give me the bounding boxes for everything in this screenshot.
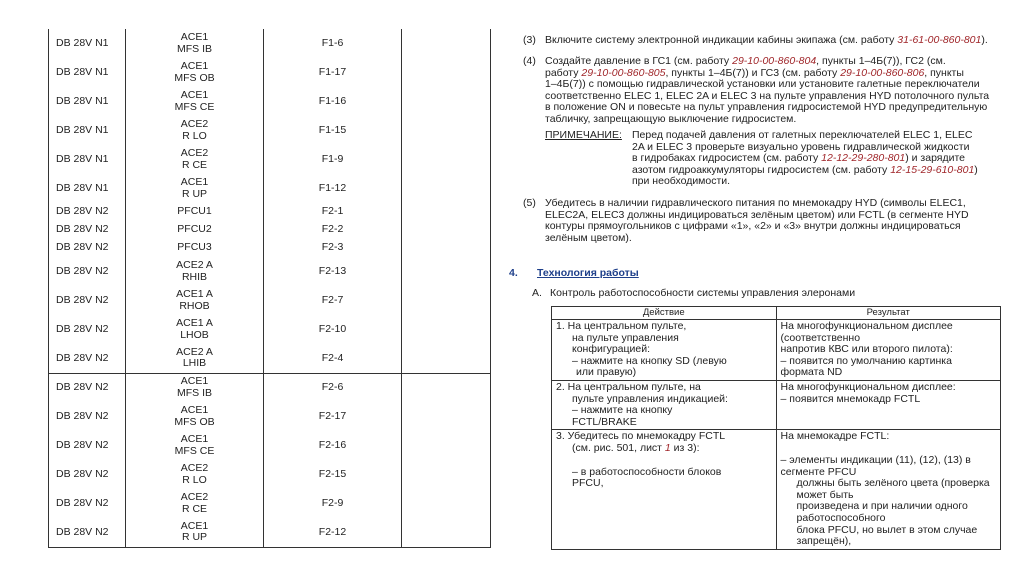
- empty-cell: [402, 489, 491, 518]
- unit-name: ACE2 A: [176, 259, 213, 271]
- breaker-cell: F2-10: [264, 315, 402, 344]
- unit-cell: [126, 373, 264, 402]
- column-header-action: Действие: [552, 307, 777, 320]
- unit-cell: [126, 402, 264, 431]
- empty-cell: [402, 257, 491, 286]
- unit-location: RHOB: [179, 299, 210, 312]
- unit-cell: [126, 221, 264, 239]
- unit-name: ACE1 A: [176, 288, 213, 300]
- reference-link[interactable]: 29-10-00-860-805: [581, 66, 666, 79]
- unit-name: ACE1: [180, 60, 209, 72]
- unit-location: LHOB: [180, 328, 209, 341]
- action-result-table: [551, 306, 1001, 550]
- reference-link[interactable]: 31-61-00-860-801: [897, 34, 982, 46]
- bus-cell: DB 28V N2: [49, 402, 126, 431]
- unit-cell: [126, 286, 264, 315]
- breaker-cell: F2-16: [264, 431, 402, 460]
- empty-cell: [402, 58, 491, 87]
- section-a-heading: A. Контроль работоспособности системы управления элеронами: [532, 287, 856, 299]
- breaker-cell: F2-4: [264, 344, 402, 373]
- breaker-cell: F1-16: [264, 87, 402, 116]
- breaker-cell: F2-6: [264, 373, 402, 402]
- unit-name: ACE1: [180, 375, 209, 388]
- table-row: [49, 174, 491, 203]
- unit-location: MFS CE: [174, 444, 215, 457]
- unit-name: ACE1: [180, 433, 209, 445]
- table-row: [49, 257, 491, 286]
- breaker-cell: F2-9: [264, 489, 402, 518]
- unit-location: MFS IB: [176, 42, 212, 55]
- table-row: [49, 145, 491, 174]
- bus-cell: DB 28V N1: [49, 29, 126, 58]
- unit-location: MFS CE: [174, 100, 215, 113]
- unit-cell: [126, 431, 264, 460]
- table-row: [49, 431, 491, 460]
- bus-cell: DB 28V N2: [49, 203, 126, 221]
- unit-location: MFS IB: [176, 386, 212, 399]
- empty-cell: [402, 145, 491, 174]
- empty-cell: [402, 315, 491, 344]
- bus-cell: DB 28V N1: [49, 58, 126, 87]
- unit-cell: [126, 257, 264, 286]
- unit-name: ACE2: [180, 147, 209, 159]
- bus-cell: DB 28V N2: [49, 315, 126, 344]
- empty-cell: [402, 518, 491, 547]
- unit-name: ACE2: [180, 118, 209, 130]
- bus-cell: DB 28V N2: [49, 257, 126, 286]
- empty-cell: [402, 460, 491, 489]
- empty-cell: [402, 29, 491, 58]
- empty-cell: [402, 373, 491, 402]
- unit-cell: [126, 518, 264, 547]
- unit-location: LHIB: [182, 357, 207, 370]
- breaker-cell: F1-17: [264, 58, 402, 87]
- breaker-cell: F2-17: [264, 402, 402, 431]
- breaker-cell: F2-3: [264, 239, 402, 257]
- bus-cell: DB 28V N1: [49, 145, 126, 174]
- unit-cell: [126, 174, 264, 203]
- empty-cell: [402, 174, 491, 203]
- unit-location: RHIB: [181, 270, 208, 283]
- breaker-cell: F1-9: [264, 145, 402, 174]
- unit-name: ACE1: [180, 89, 209, 101]
- unit-name: ACE2: [180, 491, 209, 503]
- empty-cell: [402, 402, 491, 431]
- breaker-cell: F2-15: [264, 460, 402, 489]
- unit-name: PFCU3: [177, 241, 212, 254]
- table-row: [49, 315, 491, 344]
- column-header-result: Результат: [776, 307, 1001, 320]
- reference-link[interactable]: 29-10-00-860-806: [840, 66, 925, 79]
- note-label: ПРИМЕЧАНИЕ:: [545, 129, 622, 141]
- unit-cell: [126, 489, 264, 518]
- bus-cell: DB 28V N2: [49, 489, 126, 518]
- bus-cell: DB 28V N2: [49, 431, 126, 460]
- table-row: 2. На центральном пульте, на пульте управления индикацией: – нажмите на кнопку FCTL/BRAKE На многофункциональном дисплее: – появится мнемокадр FCTL: [552, 380, 1001, 429]
- bus-cell: DB 28V N2: [49, 344, 126, 373]
- unit-cell: [126, 315, 264, 344]
- table-row: [49, 402, 491, 431]
- bus-cell: DB 28V N1: [49, 87, 126, 116]
- table-row: [49, 58, 491, 87]
- table-row: [49, 29, 491, 58]
- unit-cell: [126, 145, 264, 174]
- breaker-cell: F2-1: [264, 203, 402, 221]
- unit-name: PFCU2: [177, 223, 212, 236]
- table-row: [49, 239, 491, 257]
- bus-cell: DB 28V N2: [49, 239, 126, 257]
- unit-cell: [126, 58, 264, 87]
- table-row: [49, 344, 491, 373]
- empty-cell: [402, 87, 491, 116]
- reference-link[interactable]: 1: [664, 441, 671, 454]
- section-4-heading: 4. Технология работы: [509, 267, 639, 279]
- bus-cell: DB 28V N2: [49, 460, 126, 489]
- empty-cell: [402, 221, 491, 239]
- empty-cell: [402, 116, 491, 145]
- circuit-breaker-table: [48, 29, 491, 548]
- breaker-cell: F2-7: [264, 286, 402, 315]
- table-row: [49, 373, 491, 402]
- empty-cell: [402, 431, 491, 460]
- table-row: [49, 518, 491, 547]
- unit-name: ACE1 A: [176, 317, 213, 329]
- unit-name: ACE2: [180, 462, 209, 474]
- unit-cell: [126, 460, 264, 489]
- unit-location: R UP: [181, 531, 208, 544]
- empty-cell: [402, 344, 491, 373]
- bus-cell: DB 28V N1: [49, 174, 126, 203]
- unit-name: ACE2 A: [176, 345, 213, 358]
- unit-location: R LO: [182, 473, 207, 486]
- table-row: [49, 203, 491, 221]
- unit-cell: [126, 29, 264, 58]
- table-row: [49, 286, 491, 315]
- unit-name: PFCU1: [177, 205, 212, 218]
- unit-location: R CE: [181, 158, 208, 171]
- unit-location: R LO: [182, 129, 207, 142]
- unit-name: ACE1: [180, 31, 209, 43]
- note-block: ПРИМЕЧАНИЕ: Перед подачей давления от галетных переключателей ELEC 1, ELEC 2A и ELEC 3 проверьте визуально уровень гидравлической жидкости в гидробаках гидросистем (см. работу 12-12-29-280-801) и зарядите азотом гидроаккумуляторы гидросистем (см. работу 12-15-29-610-801) при необходимости.: [545, 129, 978, 188]
- unit-cell: [126, 116, 264, 145]
- unit-location: MFS OB: [174, 415, 215, 428]
- unit-name: ACE1: [180, 404, 209, 416]
- table-row: [49, 116, 491, 145]
- table-row: 1. На центральном пульте, на пульте управления конфигурацией: – нажмите на кнопку SD (левую или правую) На многофункциональном дисплее (соответственно напротив КВС или второго пилота): – появится по умолчанию картинка формата ND: [552, 320, 1001, 381]
- empty-cell: [402, 203, 491, 221]
- reference-link[interactable]: 12-12-29-280-801: [821, 152, 906, 165]
- unit-cell: [126, 87, 264, 116]
- breaker-cell: F1-12: [264, 174, 402, 203]
- empty-cell: [402, 286, 491, 315]
- table-row: [49, 489, 491, 518]
- breaker-cell: F1-15: [264, 116, 402, 145]
- table-row: 3. Убедитесь по мнемокадру FCTL (см. рис. 501, лист 1 из 3): – в работоспособности блоков PFCU, На мнемокадре FCTL: – элементы индикации (11), (12), (13) в сегменте PFCU должны быть зелёного цвета (проверка может быть произведена и при наличии одного работоспособного блока PFCU, но вылет в этом случае запрещён),: [552, 430, 1001, 549]
- reference-link[interactable]: 12-15-29-610-801: [890, 163, 975, 176]
- reference-link[interactable]: 29-10-00-860-804: [732, 55, 817, 67]
- breaker-cell: F2-13: [264, 257, 402, 286]
- unit-cell: [126, 344, 264, 373]
- breaker-cell: F1-6: [264, 29, 402, 58]
- bus-cell: DB 28V N2: [49, 221, 126, 239]
- unit-location: R CE: [181, 502, 208, 515]
- bus-cell: DB 28V N2: [49, 518, 126, 547]
- bus-cell: DB 28V N1: [49, 116, 126, 145]
- empty-cell: [402, 239, 491, 257]
- table-row: [49, 87, 491, 116]
- table-row: [49, 221, 491, 239]
- unit-cell: [126, 203, 264, 221]
- unit-cell: [126, 239, 264, 257]
- bus-cell: DB 28V N2: [49, 286, 126, 315]
- unit-name: ACE1: [180, 176, 209, 188]
- table-row: [49, 460, 491, 489]
- bus-cell: DB 28V N2: [49, 373, 126, 402]
- unit-location: MFS OB: [174, 71, 215, 84]
- unit-name: ACE1: [180, 519, 209, 532]
- breaker-cell: F2-12: [264, 518, 402, 547]
- breaker-cell: F2-2: [264, 221, 402, 239]
- unit-location: R UP: [181, 187, 208, 200]
